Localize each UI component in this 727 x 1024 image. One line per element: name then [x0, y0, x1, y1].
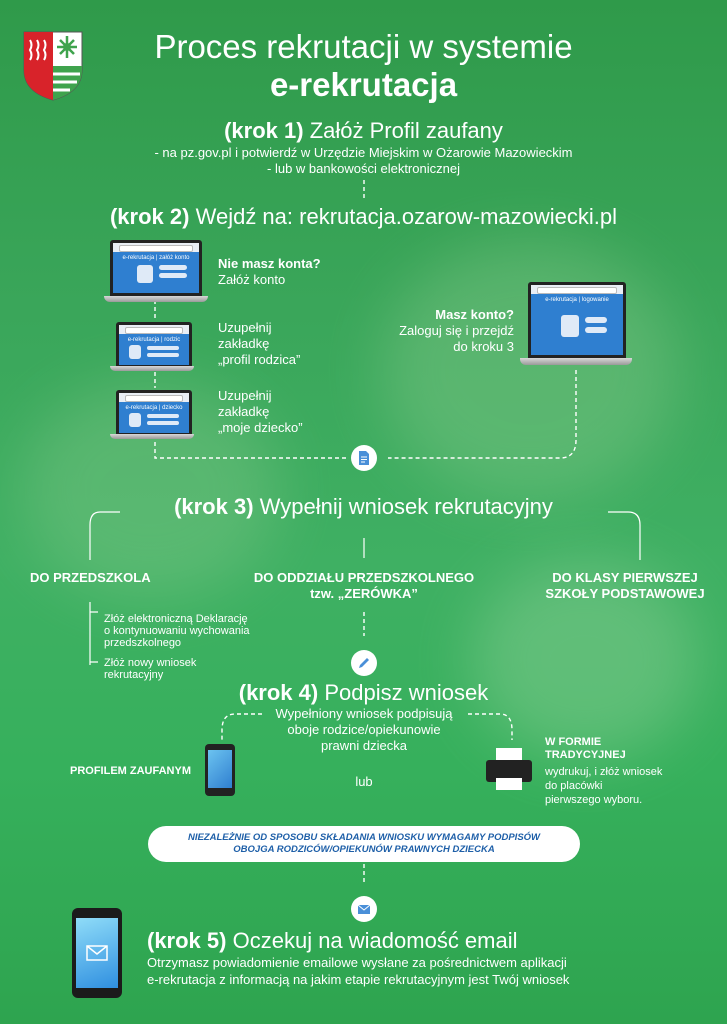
screen-tag: e-rekrutacja | dziecko: [125, 405, 183, 411]
has-account-l1: Zaloguj się i przejdź: [399, 323, 514, 338]
laptop-screen: [116, 390, 192, 436]
step5-line1: Otrzymasz powiadomienie emailowe wysłane za pośrednictwem aplikacji: [147, 955, 567, 970]
document-icon: [351, 445, 377, 471]
traditional-l3: pierwszego wyboru.: [545, 794, 643, 806]
fill-child-l1: Uzupełnij: [218, 388, 272, 403]
step4-desc-l2: oboje rodzice/opiekunowie: [287, 722, 441, 737]
option-first-grade-l2: SZKOŁY PODSTAWOWEJ: [545, 586, 705, 601]
user-avatar-icon: [129, 345, 141, 359]
step5-heading: [147, 928, 518, 954]
step2-text: Wejdź na: rekrutacja.ozarow-mazowiecki.pl: [195, 204, 618, 229]
step1-text: Załóż Profil zaufany: [309, 118, 503, 143]
step3-label: (krok 3): [174, 494, 254, 519]
step5-line2: e-rekrutacja z informacją na jakim etapie rekrutacyjnym jest Twój wniosek: [147, 972, 570, 987]
no-account-text: Załóż konto: [218, 272, 286, 287]
notice-line2: OBOJGA RODZICÓW/OPIEKUNÓW PRAWNYCH DZIECKA: [233, 844, 495, 855]
user-avatar-icon: [137, 265, 153, 283]
step5-text: Oczekuj na wiadomość email: [232, 928, 518, 953]
laptop-screen: [110, 240, 202, 296]
fill-parent-l3: „profil rodzica”: [218, 352, 301, 367]
laptop-screen: [528, 282, 626, 358]
sub2-l1: Złóż nowy wniosek: [104, 657, 197, 669]
fill-parent-l2: zakładkę: [218, 336, 270, 351]
traditional-title-l1: W FORMIE: [545, 736, 602, 748]
option-first-grade-l1: DO KLASY PIERWSZEJ: [552, 570, 698, 585]
traditional-l1: wydrukuj, i złóż wniosek: [545, 766, 663, 778]
no-account-title: Nie masz konta?: [218, 256, 321, 271]
user-avatar-icon: [561, 315, 579, 337]
step2-heading: [0, 204, 727, 230]
fill-parent-l1: Uzupełnij: [218, 320, 272, 335]
pen-icon: [351, 650, 377, 676]
has-account-l2: do kroku 3: [453, 339, 514, 354]
notice-banner: [148, 826, 580, 862]
step4-text: Podpisz wniosek: [324, 680, 489, 705]
traditional-l2: do placówki: [545, 780, 603, 792]
option-zerowka-l2: tzw. „ZERÓWKA”: [310, 586, 418, 601]
sub1-l2: o kontynuowaniu wychowania: [104, 625, 250, 637]
step2-label: (krok 2): [109, 204, 190, 229]
sub1-l1: Złóż elektroniczną Deklarację: [104, 613, 248, 625]
step4-desc-l3: prawni dziecka: [321, 738, 407, 753]
step1-line2: - lub w bankowości elektronicznej: [267, 161, 460, 176]
step5-label: (krok 5): [147, 928, 227, 953]
screen-tag: e-rekrutacja | załóż konto: [122, 255, 190, 261]
user-avatar-icon: [129, 413, 141, 427]
or-text: lub: [355, 774, 373, 789]
option-zerowka-l1: DO ODDZIAŁU PRZEDSZKOLNEGO: [253, 570, 475, 585]
has-account-title: Masz konto?: [435, 307, 514, 322]
sub1-l3: przedszkolnego: [104, 637, 182, 649]
page-title-line1: Proces rekrutacji w systemie: [154, 28, 573, 65]
step3-text: Wypełnij wniosek rekrutacyjny: [259, 494, 553, 519]
phone-icon: [205, 744, 235, 796]
screen-tag: e-rekrutacja | rodzic: [127, 337, 181, 343]
step4-label: (krok 4): [238, 680, 319, 705]
step1-line1: - na pz.gov.pl i potwierdź w Urzędzie Miejskim w Ożarowie Mazowieckim: [154, 145, 573, 160]
option-trusted-profile: PROFILEM ZAUFANYM: [70, 765, 191, 777]
notice-line1: NIEZALEŻNIE OD SPOSOBU SKŁADANIA WNIOSKU WYMAGAMY PODPISÓW: [187, 832, 541, 843]
printer-icon: [486, 748, 532, 792]
screen-tag: e-rekrutacja | logowanie: [545, 297, 609, 303]
traditional-title-l2: TRADYCYJNEJ: [545, 749, 626, 761]
mobile-phone-icon: [72, 908, 122, 998]
step4-heading: [0, 680, 727, 706]
mail-icon: [76, 918, 118, 988]
option-kindergarten: DO PRZEDSZKOLA: [30, 570, 151, 585]
envelope-icon: [351, 896, 377, 922]
step3-heading: [0, 494, 727, 520]
laptop-screen: [116, 322, 192, 368]
fill-child-l2: zakładkę: [218, 404, 270, 419]
sub2-l2: rekrutacyjny: [104, 669, 164, 681]
fill-child-l3: „moje dziecko”: [218, 420, 303, 435]
step4-desc-l1: Wypełniony wniosek podpisują: [275, 706, 453, 721]
page-title-line2: e-rekrutacja: [269, 66, 458, 103]
step1-label: (krok 1): [224, 118, 304, 143]
